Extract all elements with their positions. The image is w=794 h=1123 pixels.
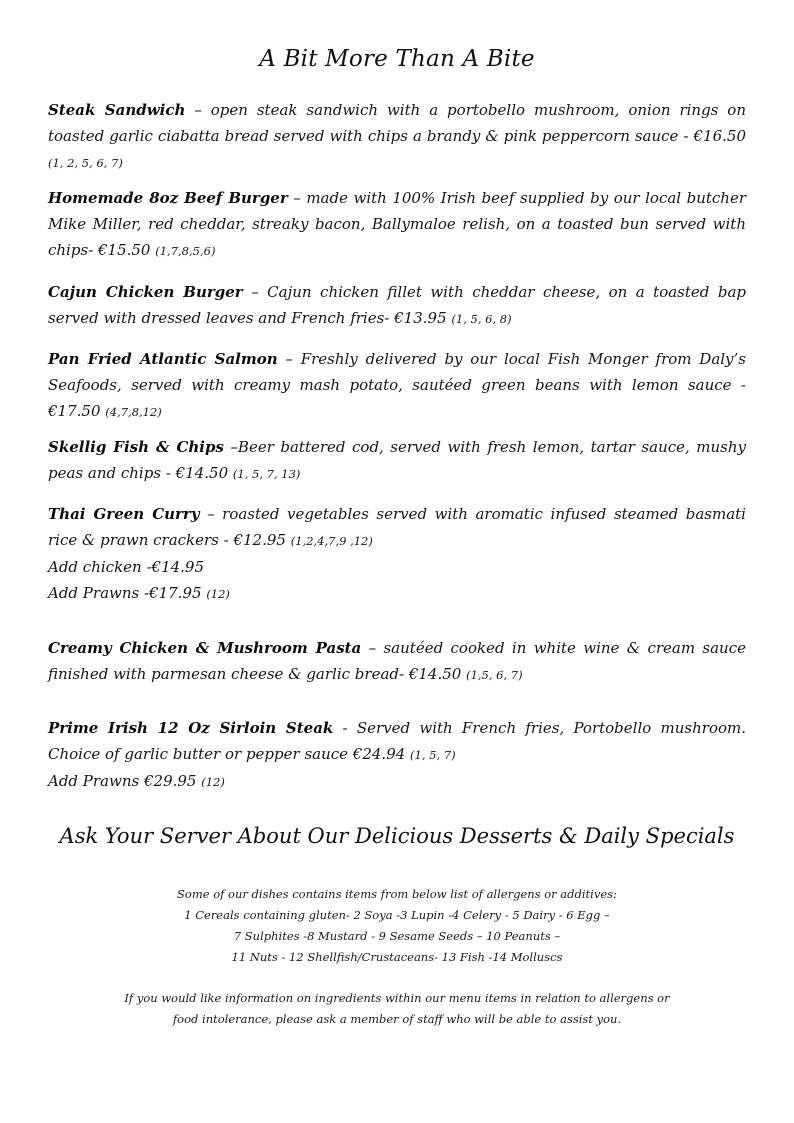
item-name: Pan Fried Atlantic Salmon: [48, 350, 278, 368]
item-name: Creamy Chicken & Mushroom Pasta: [48, 639, 362, 657]
item-description: – open steak sandwich with a portobello mushroom, onion rings on toasted garlic ciabatta bread served with chips a brandy & pink peppercorn sauce - €16.50: [48, 101, 746, 145]
item-description: – sautéed cooked in white wine & cream sauce finished with parmesan cheese & garlic bread- €14.50: [48, 639, 746, 683]
item-description: – roasted vegetables served with aromatic infused steamed basmati rice & prawn crackers - €12.95: [48, 505, 746, 549]
menu-item: [48, 346, 746, 425]
spacer: [0, 968, 794, 988]
menu-item: [48, 635, 746, 688]
menu-item: [48, 715, 746, 795]
menu-item: [48, 97, 746, 176]
item-name: Steak Sandwich: [48, 101, 186, 119]
allergen-codes: (1, 5, 6, 8): [451, 312, 512, 326]
item-description: – made with 100% Irish beef supplied by our local butcher Mike Miller, red cheddar, streaky bacon, Ballymaloe relish, on a toasted bun served with chips- €15.50: [48, 189, 747, 259]
item-name: Prime Irish 12 Oz Sirloin Steak: [48, 719, 334, 737]
item-description: – Freshly delivered by our local Fish Monger from Daly’s Seafoods, served with creamy mash potato, sautéed green beans with lemon sauce - €17.50: [48, 350, 746, 420]
menu-item: [48, 434, 746, 487]
allergen-codes: (12): [201, 775, 225, 789]
allergen-line: 7 Sulphites -8 Mustard - 9 Sesame Seeds – 10 Peanuts –: [233, 929, 561, 943]
item-name: Cajun Chicken Burger: [48, 283, 243, 301]
allergen-codes: (12): [206, 587, 230, 601]
item-name: Homemade 8oz Beef Burger: [48, 189, 288, 207]
item-description: –Beer battered cod, served with fresh lemon, tartar sauce, mushy peas and chips - €14.50: [48, 438, 746, 482]
allergen-codes: (1, 2, 5, 6, 7): [48, 156, 123, 170]
add-on-text: Add Prawns -€17.95: [48, 584, 207, 602]
allergen-codes: (1,2,4,7,9 ,12): [290, 534, 373, 548]
menu-item: [48, 185, 746, 264]
specials-heading: Ask Your Server About Our Delicious Desserts & Daily Specials: [59, 824, 735, 848]
info-line: food intolerance, please ask a member of staff who will be able to assist you.: [172, 1012, 622, 1026]
allergen-notice: [0, 884, 794, 1030]
item-description: - Served with French fries, Portobello mushroom. Choice of garlic butter or pepper sauce €24.94: [48, 719, 746, 763]
add-on-line: Add chicken -€14.95: [48, 558, 205, 576]
allergen-codes: (1,5, 6, 7): [466, 668, 523, 682]
page-title: A Bit More Than A Bite: [259, 46, 535, 72]
add-on-text: Add Prawns €29.95: [48, 772, 202, 790]
allergen-line: 11 Nuts - 12 Shellfish/Crustaceans- 13 Fish -14 Molluscs: [231, 950, 563, 964]
add-on-line: [48, 768, 746, 795]
menu-item: [48, 279, 746, 332]
allergen-codes: (1,7,8,5,6): [155, 244, 216, 258]
allergen-line: 1 Cereals containing gluten- 2 Soya -3 Lupin -4 Celery - 5 Dairy - 6 Egg –: [184, 908, 610, 922]
add-on-line: [48, 580, 746, 607]
info-line: If you would like information on ingredients within our menu items in relation to allergens or: [124, 991, 670, 1005]
menu-item: [48, 501, 746, 607]
item-name: Thai Green Curry: [48, 505, 200, 523]
allergen-codes: (1, 5, 7): [410, 748, 456, 762]
allergen-line: Some of our dishes contains items from below list of allergens or additives:: [177, 887, 617, 901]
item-name: Skellig Fish & Chips: [48, 438, 224, 456]
allergen-codes: (4,7,8,12): [105, 405, 162, 419]
allergen-codes: (1, 5, 7, 13): [232, 467, 301, 481]
item-description: – Cajun chicken fillet with cheddar cheese, on a toasted bap served with dressed leaves and French fries- €13.95: [48, 283, 747, 327]
